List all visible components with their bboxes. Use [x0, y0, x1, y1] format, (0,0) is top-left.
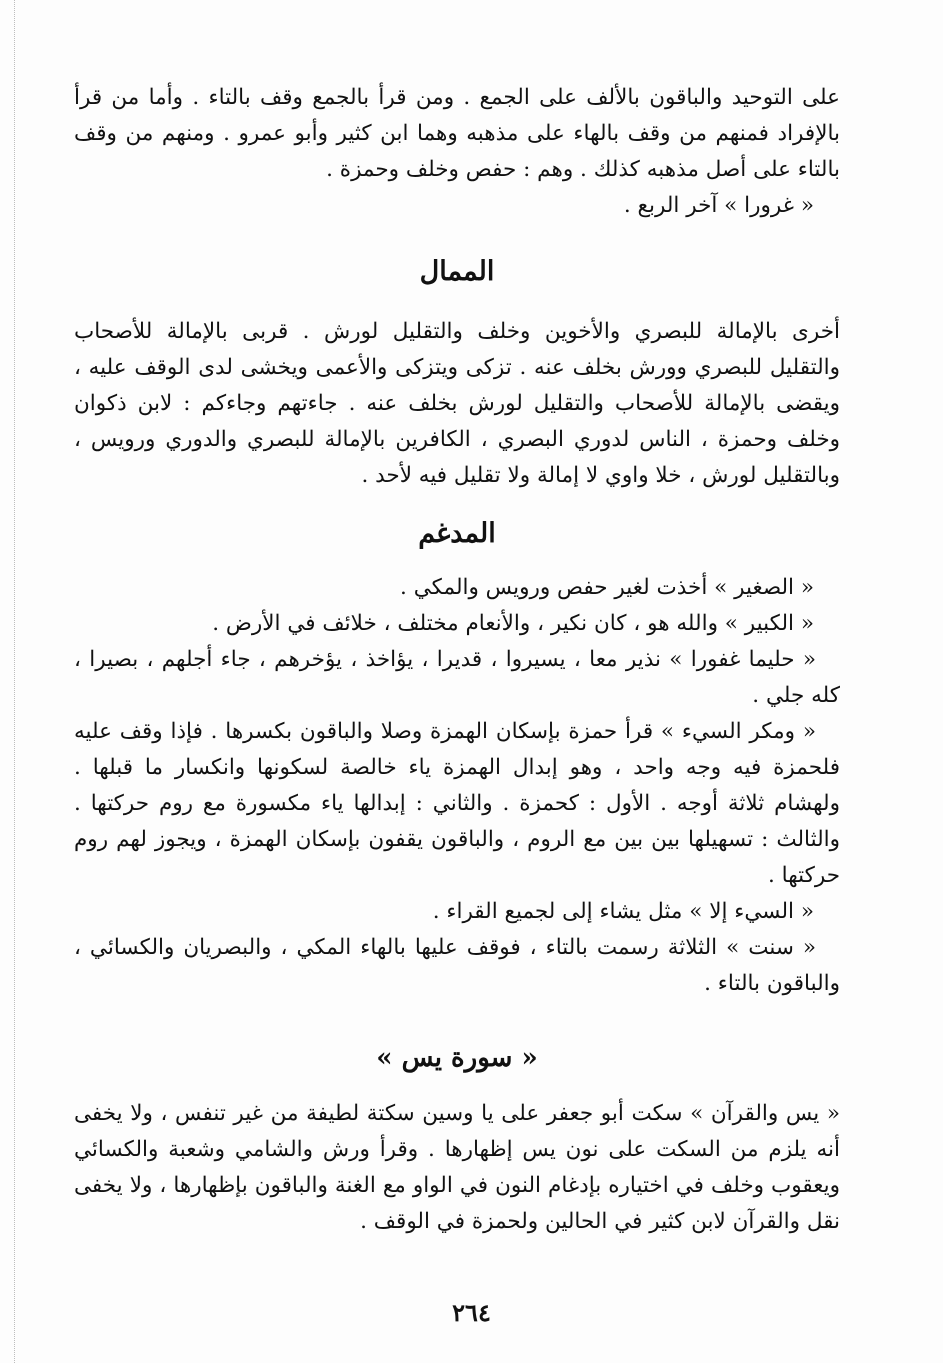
mudgham-paragraph-makr: « ومكر السيء » قرأ حمزة بإسكان الهمزة وصلا والباقون بكسرها . فإذا وقف عليه فلحمزة فيه وجه واحد ، وهو إبدال الهمزة ياء خالصة لسكونها وانكسار ما قبلها . ولهشام ثلاثة أوجه . الأول : كحمزة . والثاني : إبدالها ياء مكسورة مع روم حركتها . والثالث : تسهيلها بين بين مع الروم ، والباقون يقفون بإسكان الهمزة ، ويجوز لهم روم حركتها . — [74, 719, 840, 888]
mamal-section — [74, 252, 840, 494]
mudgham-line-kabir: « الكبير » والله هو ، كان نكير ، والأنعام مختلف ، خلائف في الأرض . — [212, 611, 814, 636]
intro-closing-line: « غرورا » آخر الربع . — [623, 193, 814, 218]
mudgham-heading: المدغم — [418, 518, 496, 549]
mudgham-line-sayyi: « السيء إلا » مثل يشاء إلى لجميع القراء . — [432, 899, 814, 924]
intro-paragraph: على التوحيد والباقون بالألف على الجمع . ومن قرأ بالجمع وقف بالتاء . وأما من قرأ بالإفراد فمنهم من وقف بالهاء على مذهبه وهما ابن كثير وأبو عمرو . ومنهم من وقف بالتاء على أصل مذهبه كذلك . وهم : حفص وخلف وحمزة . — [74, 85, 840, 182]
surah-paragraph: « يس والقرآن » سكت أبو جعفر على يا وسين سكتة لطيفة من غير تنفس ، ولا يخفى أنه يلزم من السكت على نون يس إظهارها . وقرأ ورش والشامي وشعبة والكسائي ويعقوب وخلف في اختياره بإدغام النون في الواو مع الغنة والباقون بإظهارها ، ولا يخفى نقل والقرآن لابن كثير في الحالين ولحمزة في الوقف . — [74, 1101, 840, 1234]
mudgham-line-halim: « حليما غفورا » نذير معا ، يسيروا ، قديرا ، يؤاخذ ، يؤخرهم ، جاء أجلهم ، بصيرا ، كله جلي . — [74, 647, 840, 708]
intro-section — [74, 80, 840, 224]
surah-section — [74, 1038, 840, 1240]
margin-dotted-line — [14, 0, 15, 1363]
page-content — [74, 80, 840, 1240]
page-number: ٢٦٤ — [452, 1298, 491, 1327]
mudgham-section — [74, 514, 840, 1002]
mamal-heading: الممال — [419, 256, 495, 287]
mudgham-paragraph-sunnat: « سنت » الثلاثة رسمت بالتاء ، فوقف عليها بالهاء المكي ، والبصريان والكسائي ، والباقون بالتاء . — [74, 935, 840, 996]
mamal-paragraph: أخرى بالإمالة للبصري والأخوين وخلف والتقليل لورش . قربى بالإمالة للأصحاب والتقليل للبصري وورش بخلف عنه . تزكى ويتزكى والأعمى ويخشى لدى الوقف عليه ، ويقضى بالإمالة للأصحاب والتقليل لورش بخلف عنه . جاءتهم وجاءكم : لابن ذكوان وخلف وحمزة ، الناس لدوري البصري ، الكافرين بالإمالة للبصري والدوري ورويس ، وبالتقليل لورش ، خلا واوي لا إمالة ولا تقليل فيه لأحد . — [74, 319, 840, 488]
mudgham-line-saghir: « الصغير » أخذت لغير حفص ورويس والمكي . — [400, 575, 814, 600]
surah-heading: « سورة يس » — [376, 1043, 538, 1073]
